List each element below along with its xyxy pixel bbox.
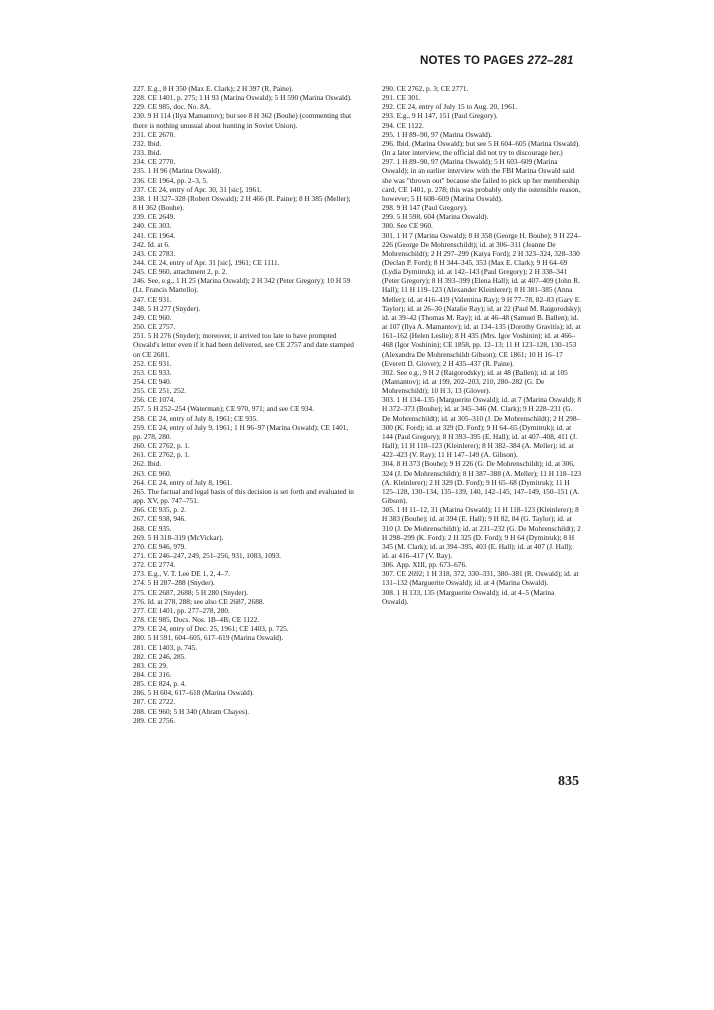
footnote: 289. CE 2756.: [133, 715, 176, 725]
footnote: 295. 1 H 89–90, 97 (Marina Oswald).: [382, 129, 493, 139]
footnote: 228. CE 1401, p. 275; 1 H 93 (Marina Oswald); 5 H 590 (Marina Oswald).: [133, 93, 352, 103]
footnote: 246. See, e.g., 1 H 25 (Marina Oswald); 2 H 342 (Peter Gregory); 10 H 59 (Lt. Francis Martello).: [133, 276, 351, 295]
footnote: 269. 5 H 318–319 (McVickar).: [133, 532, 224, 542]
footnote: 278. CE 985, Docs. Nos. 1B–4B; CE 1122.: [133, 615, 260, 625]
footnote: 230. 9 H 114 (Ilya Mamantov); but see 8 H 362 (Bouhe) (commenting that there is nothing unusual about hunting in Soviet Union).: [133, 111, 352, 130]
footnote: 276. Id. at 278, 288; see also CE 2687, 2688.: [133, 596, 265, 606]
footnote: 293. E.g., 9 H 147, 151 (Paul Gregory).: [382, 111, 498, 121]
footnote: 260. CE 2762, p. 1.: [133, 441, 190, 451]
footnote: 267. CE 938, 946.: [133, 514, 187, 524]
footnote: 265. The factual and legal basis of this decision is set forth and evaluated in app. XV, pp. 747–751.: [133, 486, 354, 506]
footnote: 277. CE 1401, pp. 277–278, 280.: [133, 605, 230, 615]
footnote: 274. 5 H 287–288 (Snyder).: [133, 578, 215, 588]
footnote: 287. CE 2722.: [133, 697, 176, 707]
footnote: 262. Ibid.: [133, 459, 162, 469]
footnote: 241. CE 1964.: [133, 230, 176, 240]
footnote: 281. CE 1403, p. 745.: [133, 642, 198, 652]
footnote: 304. 8 H 373 (Bouhe); 9 H 226 (G. De Mohrenschildt); id. at 306, 324 (J. De Mohrenschildt); 8 H 387–388 (A. Meller); 11 H 118–123 (A. Kleinlerer); 2 H 329 (D. Ford); 9 H 65–68 (Dymitruk); 11 H 125–128, 130–134, 135–139, 140, 142–145, 147–149, 150–151 (A. Gibson).: [382, 459, 582, 506]
footnote: 238. 1 H 327–328 (Robert Oswald); 2 H 466 (R. Paine); 8 H 385 (Meller); 8 H 362 (Bouhe).: [133, 193, 351, 213]
footnote: 258. CE 24, entry of July 8, 1961; CE 935.: [133, 413, 259, 423]
footnote: 297. 1 H 89–90, 97 (Marina Oswald); 5 H 603–609 (Marina Oswald); in an earlier interview with the FBI Marina Oswald said she was "thrown out" because she failed to pick up her membership card, CE 1401, p. 278; this was probably only the ostensible reason, however; 5 H 608–609 (Marina Oswald).: [382, 157, 581, 203]
footnote: 299. 5 H 598, 604 (Marina Oswald).: [382, 212, 489, 222]
footnote: 268. CE 935.: [133, 523, 172, 533]
footnote: 301. 1 H 7 (Marina Oswald); 8 H 358 (George H. Bouhe); 9 H 224–226 (George De Mohrenschildt); id. at 306–311 (Jeanne De Mohrenschildt); 2 H 297–299 (Katya Ford); 2 H 323–324, 328–330 (Declan P. Ford); 8 H 344–345, 353 (Max E. Clark); 9 H 64–69 (Lydia Dymitruk); id. at 142–143 (Paul Gregory); 2 H 338–341 (Peter Gregory); 8 H 393–399 (Elena Hall); id. at 407–409 (John R. Hall); 11 H 119–123 (Alexander Kleinlerer); 8 H 381–385 (Anna Meller); id. at 416–419 (Valentina Ray); 9 H 77–78, 82–83 (Gary E. Taylor); id. at 26–30 (Natalie Ray); id. at 22 (Paul M. Raigorodsky); id. at 39–42 (Thomas M. Ray); id. at 46–48 (Samuel B. Ballen); id. at 107 (Ilya A. Mamantov); id. at 134–135 (Dorothy Gravitis); id. at 161–162 (Helen Leslie); 8 H 435 (Mrs. Igor Voshinin); id. at 466–468 (Igor Voshinin); CE 1858, pp. 12–13; 11 H 123–128, 130–153 (Alexandra De Mohrenschildt Gibson); CE 1861; 10 H 16–17 (Everett D. Glover); 2 H 435–437 (R. Paine).: [382, 230, 582, 368]
notes-column-left: [118, 84, 354, 725]
footnote: 266. CE 935, p. 2.: [133, 505, 187, 515]
footnote: 286. 5 H 604, 617–618 (Marina Oswald).: [133, 688, 254, 698]
footnote: 305. 1 H 11–12, 31 (Marina Oswald); 11 H 118–123 (Kleinlerer); 8 H 383 (Bouhe); id. at 394 (E. Hall); 9 H 82, 84 (G. Taylor); id. at 310 (J. De Mohrenschildt); id. at 231–232 (G. De Mohrenschildt); 2 H 298–299 (K. Ford); 2 H 325 (D. Ford); 9 H 64 (Dymitruk); 8 H 345 (M. Clark); id. at 394–395, 403 (E. Hall); id. at 407 (J. Hall); id. at 416–417 (V. Ray).: [382, 505, 581, 560]
footnote: 273. E.g., V. T. Lee DE 1, 2, 4–7.: [133, 569, 230, 579]
footnote: 256. CE 1074.: [133, 395, 176, 405]
footnote: 270. CE 946, 979.: [133, 541, 187, 551]
notes-column-right: [367, 84, 582, 606]
footnote: 252. CE 931.: [133, 358, 172, 368]
page-header: [420, 55, 574, 67]
footnote: 255. CE 251, 252.: [133, 386, 187, 396]
footnote: 232. Ibid.: [133, 138, 162, 148]
footnote: 292. CE 24, entry of July 15 to Aug. 20, 1961.: [382, 102, 518, 112]
footnote: 243. CE 2783.: [133, 248, 176, 258]
footnote: 239. CE 2649.: [133, 212, 176, 222]
footnote: 257. 5 H 252–254 (Waterman); CE 970, 971; and see CE 934.: [133, 404, 314, 414]
footnote: 296. Ibid. (Marina Oswald); but see 5 H 604–605 (Marina Oswald). (In a later interview, the official did not try to discourage her.): [382, 138, 580, 158]
footnote: 307. CE 2692; 1 H 318, 372, 330–331, 380–381 (R. Oswald); id. at 131–132 (Marguerite Oswald); id. at 4 (Marina Oswald).: [382, 569, 579, 588]
footnote: 242. Id. at 6.: [133, 239, 170, 249]
footnote: 283. CE 29.: [133, 660, 168, 670]
footnote: 271. CE 246–247, 249, 251–256, 931, 1083, 1093.: [133, 550, 281, 560]
footnote: 249. CE 960.: [133, 312, 172, 322]
footnote: 308. 1 H 133, 135 (Marguerite Oswald); id. at 4–5 (Marina Oswald).: [382, 587, 555, 606]
header-prefix: NOTES TO PAGES: [420, 55, 524, 67]
footnote: 280. 5 H 591, 604–605, 617–619 (Marina Oswald).: [133, 633, 284, 643]
footnote: 250. CE 2757.: [133, 322, 176, 332]
footnote: 227. E.g., 8 H 350 (Max E. Clark); 2 H 397 (R. Paine).: [133, 84, 294, 93]
footnote: 264. CE 24, entry of July 8, 1961.: [133, 477, 233, 487]
footnote: 300. See CE 960.: [382, 221, 433, 231]
footnote: 298. 9 H 147 (Paul Gregory).: [382, 203, 468, 213]
header-pages: 272–281: [527, 55, 574, 67]
footnote: 237. CE 24, entry of Apr. 30, 31 [sic], 1961.: [133, 184, 262, 194]
footnote: 285. CE 824, p. 4.: [133, 679, 187, 689]
footnote: 229. CE 985, doc. No. 8A.: [133, 102, 211, 112]
footnote: 288. CE 960; 5 H 340 (Abram Chayes).: [133, 706, 250, 716]
page-number: 835: [558, 774, 579, 789]
footnote: 240. CE 303.: [133, 221, 172, 231]
footnote: 247. CE 931.: [133, 294, 172, 304]
footnote: 251. 5 H 276 (Snyder); moreover, it arrived too late to have prompted Oswald's letter even if it had been delivered, see CE 2757 and date stamped on CE 2681.: [133, 331, 354, 359]
footnote: 275. CE 2687, 2688; 5 H 280 (Snyder).: [133, 587, 249, 597]
footnote: 248. 5 H 277 (Snyder).: [133, 303, 201, 313]
footnote: 302. See e.g., 9 H 2 (Raigorodsky); id. at 48 (Ballen); id. at 105 (Mamantov); id. at 199, 202–203, 210, 280–282 (G. De Mohrenschildt); 10 H 3, 13 (Glover).: [382, 367, 568, 396]
footnote: 279. CE 24, entry of Dec. 25, 1961; CE 1403, p. 725.: [133, 624, 289, 634]
footnote: 306. App. XIII, pp. 673–676.: [382, 560, 467, 570]
footnote: 244. CE 24, entry of Apr. 31 [sic], 1961; CE 1111.: [133, 257, 280, 267]
footnote: 282. CE 246, 285.: [133, 651, 187, 661]
footnote: 272. CE 2774.: [133, 560, 176, 570]
footnote: 263. CE 960.: [133, 468, 172, 478]
footnote: 235. 1 H 96 (Marina Oswald).: [133, 166, 222, 176]
footnote: 245. CE 960, attachment 2, p. 2.: [133, 267, 228, 277]
footnote: 254. CE 940.: [133, 377, 172, 386]
footnote: 253. CE 933.: [133, 367, 172, 377]
footnote: 294. CE 1122.: [382, 120, 424, 130]
footnote: 290. CE 2762, p. 3; CE 2771.: [382, 84, 469, 93]
footnote: 233. Ibid.: [133, 148, 162, 158]
footnote: 303. 1 H 134–135 (Marguerite Oswald); id. at 7 (Marina Oswald); 8 H 372–373 (Bouhe); id. at 345–346 (M. Clark); 9 H 228–231 (G. De Mohrenschildt); id. at 305–310 (J. De Mohrenschildt); 2 H 298–300 (K. Ford); id. at 329 (D. Ford); 9 H 64–65 (Dymitruk); id. at 144 (Paul Gregory); 8 H 393–395 (E. Hall); id. at 407–408, 411 (J. Hall); 11 H 118–123 (Kleinlerer); 8 H 382–384 (A. Meller); id. at 422–423 (V. Ray); 11 H 147–149 (A. Gibson).: [382, 395, 582, 460]
footnote: 231. CE 2670.: [133, 129, 176, 139]
footnote: 236. CE 1964, pp. 2–3, 5.: [133, 175, 208, 185]
footnote: 261. CE 2762, p. 1.: [133, 450, 190, 460]
footnote: 234. CE 2770.: [133, 157, 176, 167]
footnote: 291. CE 301.: [382, 93, 421, 103]
footnote: 259. CE 24, entry of July 9, 1961; 1 H 96–97 (Marina Oswald); CE 1401, pp. 278, 280.: [133, 422, 349, 441]
footnote: 284. CE 316.: [133, 670, 172, 679]
